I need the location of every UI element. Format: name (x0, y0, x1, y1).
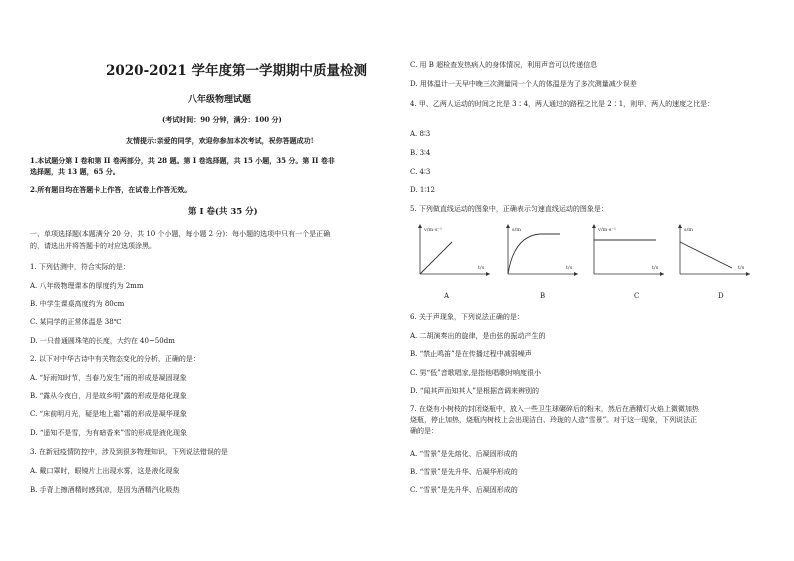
graph-a (412, 222, 492, 282)
question-5: 5. 下列做直线运动的图象中，正确表示匀速直线运动的图象是： (410, 205, 608, 213)
q7-option-a: A. “雪景”是先熔化、后凝固形成的 (410, 450, 518, 458)
graph-b-y-unit: s/m (512, 227, 521, 233)
exam-subtitle: 八年级物理试题 (188, 95, 252, 105)
graph-d (672, 222, 752, 282)
graph-label-b: B (540, 292, 546, 300)
graph-c-y-unit: v/m·s⁻¹ (598, 227, 617, 233)
q6-option-d: D. “闻其声而知其人”是根据音调来辨别的 (410, 387, 539, 395)
question-2: 2. 以下对中华古诗中有关物态变化的分析，正确的是： (30, 355, 200, 363)
graph-c-x-unit: t/s (652, 265, 659, 271)
graph-d-x-unit: t/s (738, 265, 745, 271)
exam-title: 2020-2021 学年度第一学期期中质量检测 (106, 63, 367, 79)
graph-label-d: D (718, 292, 724, 300)
question-4: 4. 甲、乙两人运动的时间之比是 3∶4，两人通过的路程之比是 2∶1，则甲、两人的速度之比是： (410, 100, 715, 108)
graph-label-a: A (444, 292, 450, 300)
q6-option-b: B. “禁止鸣笛”是在传播过程中减弱噪声 (410, 350, 532, 358)
question-7-line-3: 确的是： (410, 427, 438, 435)
q4-option-c: C. 4∶3 (410, 168, 431, 176)
question-1: 1. 下列估测中，符合实际的是： (30, 263, 130, 271)
exam-info: (考试时间：90 分钟，满分：100 分) (162, 115, 282, 124)
question-3: 3. 在新冠疫情防控中，涉及到很多物理知识，下列说法错误的是 (30, 448, 228, 456)
graph-c (586, 222, 666, 282)
graph-b-x-unit: t/s (566, 265, 573, 271)
q7-option-c: C. “雪景”是先升华、后凝固形成的 (410, 486, 518, 494)
graph-a-y-unit: v/m·s⁻¹ (424, 227, 443, 233)
part1-heading-b: 的，请选出并将答题卡的对应选项涂黑。 (30, 242, 156, 250)
part1-heading-a: 一、单项选择题(本题满分 20 分，共 10 个小题，每小题 2 分)：每小题的选项中只有一个是正确 (30, 230, 331, 238)
graph-label-c: C (634, 292, 640, 300)
q3-option-d: D. 用体温计一天早中晚三次测量同一个人的体温是为了多次测量减少误差 (410, 80, 637, 88)
q6-option-a: A. 二胡演奏出的旋律，是由弦的振动产生的 (410, 332, 546, 340)
q1-option-d: D. 一只普通圆珠笔的长度，大约在 40~50dm (30, 337, 175, 345)
graph-a-x-unit: t/s (478, 265, 485, 271)
q3-option-b: B. 手背上擦酒精时感到凉，是因为酒精汽化吸热 (30, 486, 180, 494)
section-title: 第 I 卷(共 35 分) (188, 207, 258, 217)
q2-option-b: B. “露从今夜白，月是故乡明”露的形成是熔化现象 (30, 392, 187, 400)
q3-option-c: C. 用 B 超检查发热病人的身体情况，利用声音可以传递信息 (410, 61, 598, 69)
q1-option-c: C. 某同学的正常体温是 38℃ (30, 318, 122, 326)
q4-option-d: D. 1∶12 (410, 186, 435, 194)
graph-b (500, 222, 580, 282)
q3-option-a: A. 戴口罩时，眼镜片上出现水雾，这是液化现象 (30, 467, 180, 475)
q4-option-a: A. 8∶3 (410, 130, 431, 138)
q4-option-b: B. 3∶4 (410, 149, 431, 157)
q1-option-a: A. 八年级物理课本的厚度约为 2mm (30, 282, 144, 290)
instruction-1a: 1.本试题分第 I 卷和第 II 卷两部分，共 28 题。第 I 卷选择题，共 15 小题，35 分。第 II 卷非 (30, 156, 335, 165)
friendly-tip: 友情提示:亲爱的同学，欢迎你参加本次考试，祝你答题成功! (126, 136, 314, 145)
q6-option-c: C. 男“低”音歌唱家,是指他唱歌时响度很小 (410, 369, 541, 377)
instruction-1b: 选择题，共 13 题，65 分。 (30, 167, 120, 176)
question-6: 6. 关于声现象，下列说法正确的是： (410, 313, 524, 321)
q2-option-c: C. “床前明月光，疑是地上霜”霜的形成是凝华现象 (30, 410, 187, 418)
graph-d-y-unit: s/m (684, 227, 693, 233)
q7-option-b: B. “雪景”是先升华、后凝华形成的 (410, 468, 518, 476)
question-7-line-1: 7. 在烧有小树枝的封闭烧瓶中，放入一些卫生球碾碎后的粉末，然后在酒精灯火焰上微微加热 (410, 405, 699, 413)
q1-option-b: B. 中学生课桌高度约为 80cm (30, 300, 125, 308)
question-7-line-2: 烧瓶，停止加热，烧瓶内树枝上会出现洁白、玲珑的人造“雪景”。对于这一现象，下列说法正 (410, 416, 698, 424)
q2-option-a: A. “好雨知时节，当春乃发生”雨的形成是凝固现象 (30, 374, 187, 382)
instruction-2: 2.所有题目均在答题卡上作答，在试卷上作答无效。 (30, 185, 192, 194)
q2-option-d: D. “遥知不是雪，为有暗香来”雪的形成是液化现象 (30, 429, 187, 437)
